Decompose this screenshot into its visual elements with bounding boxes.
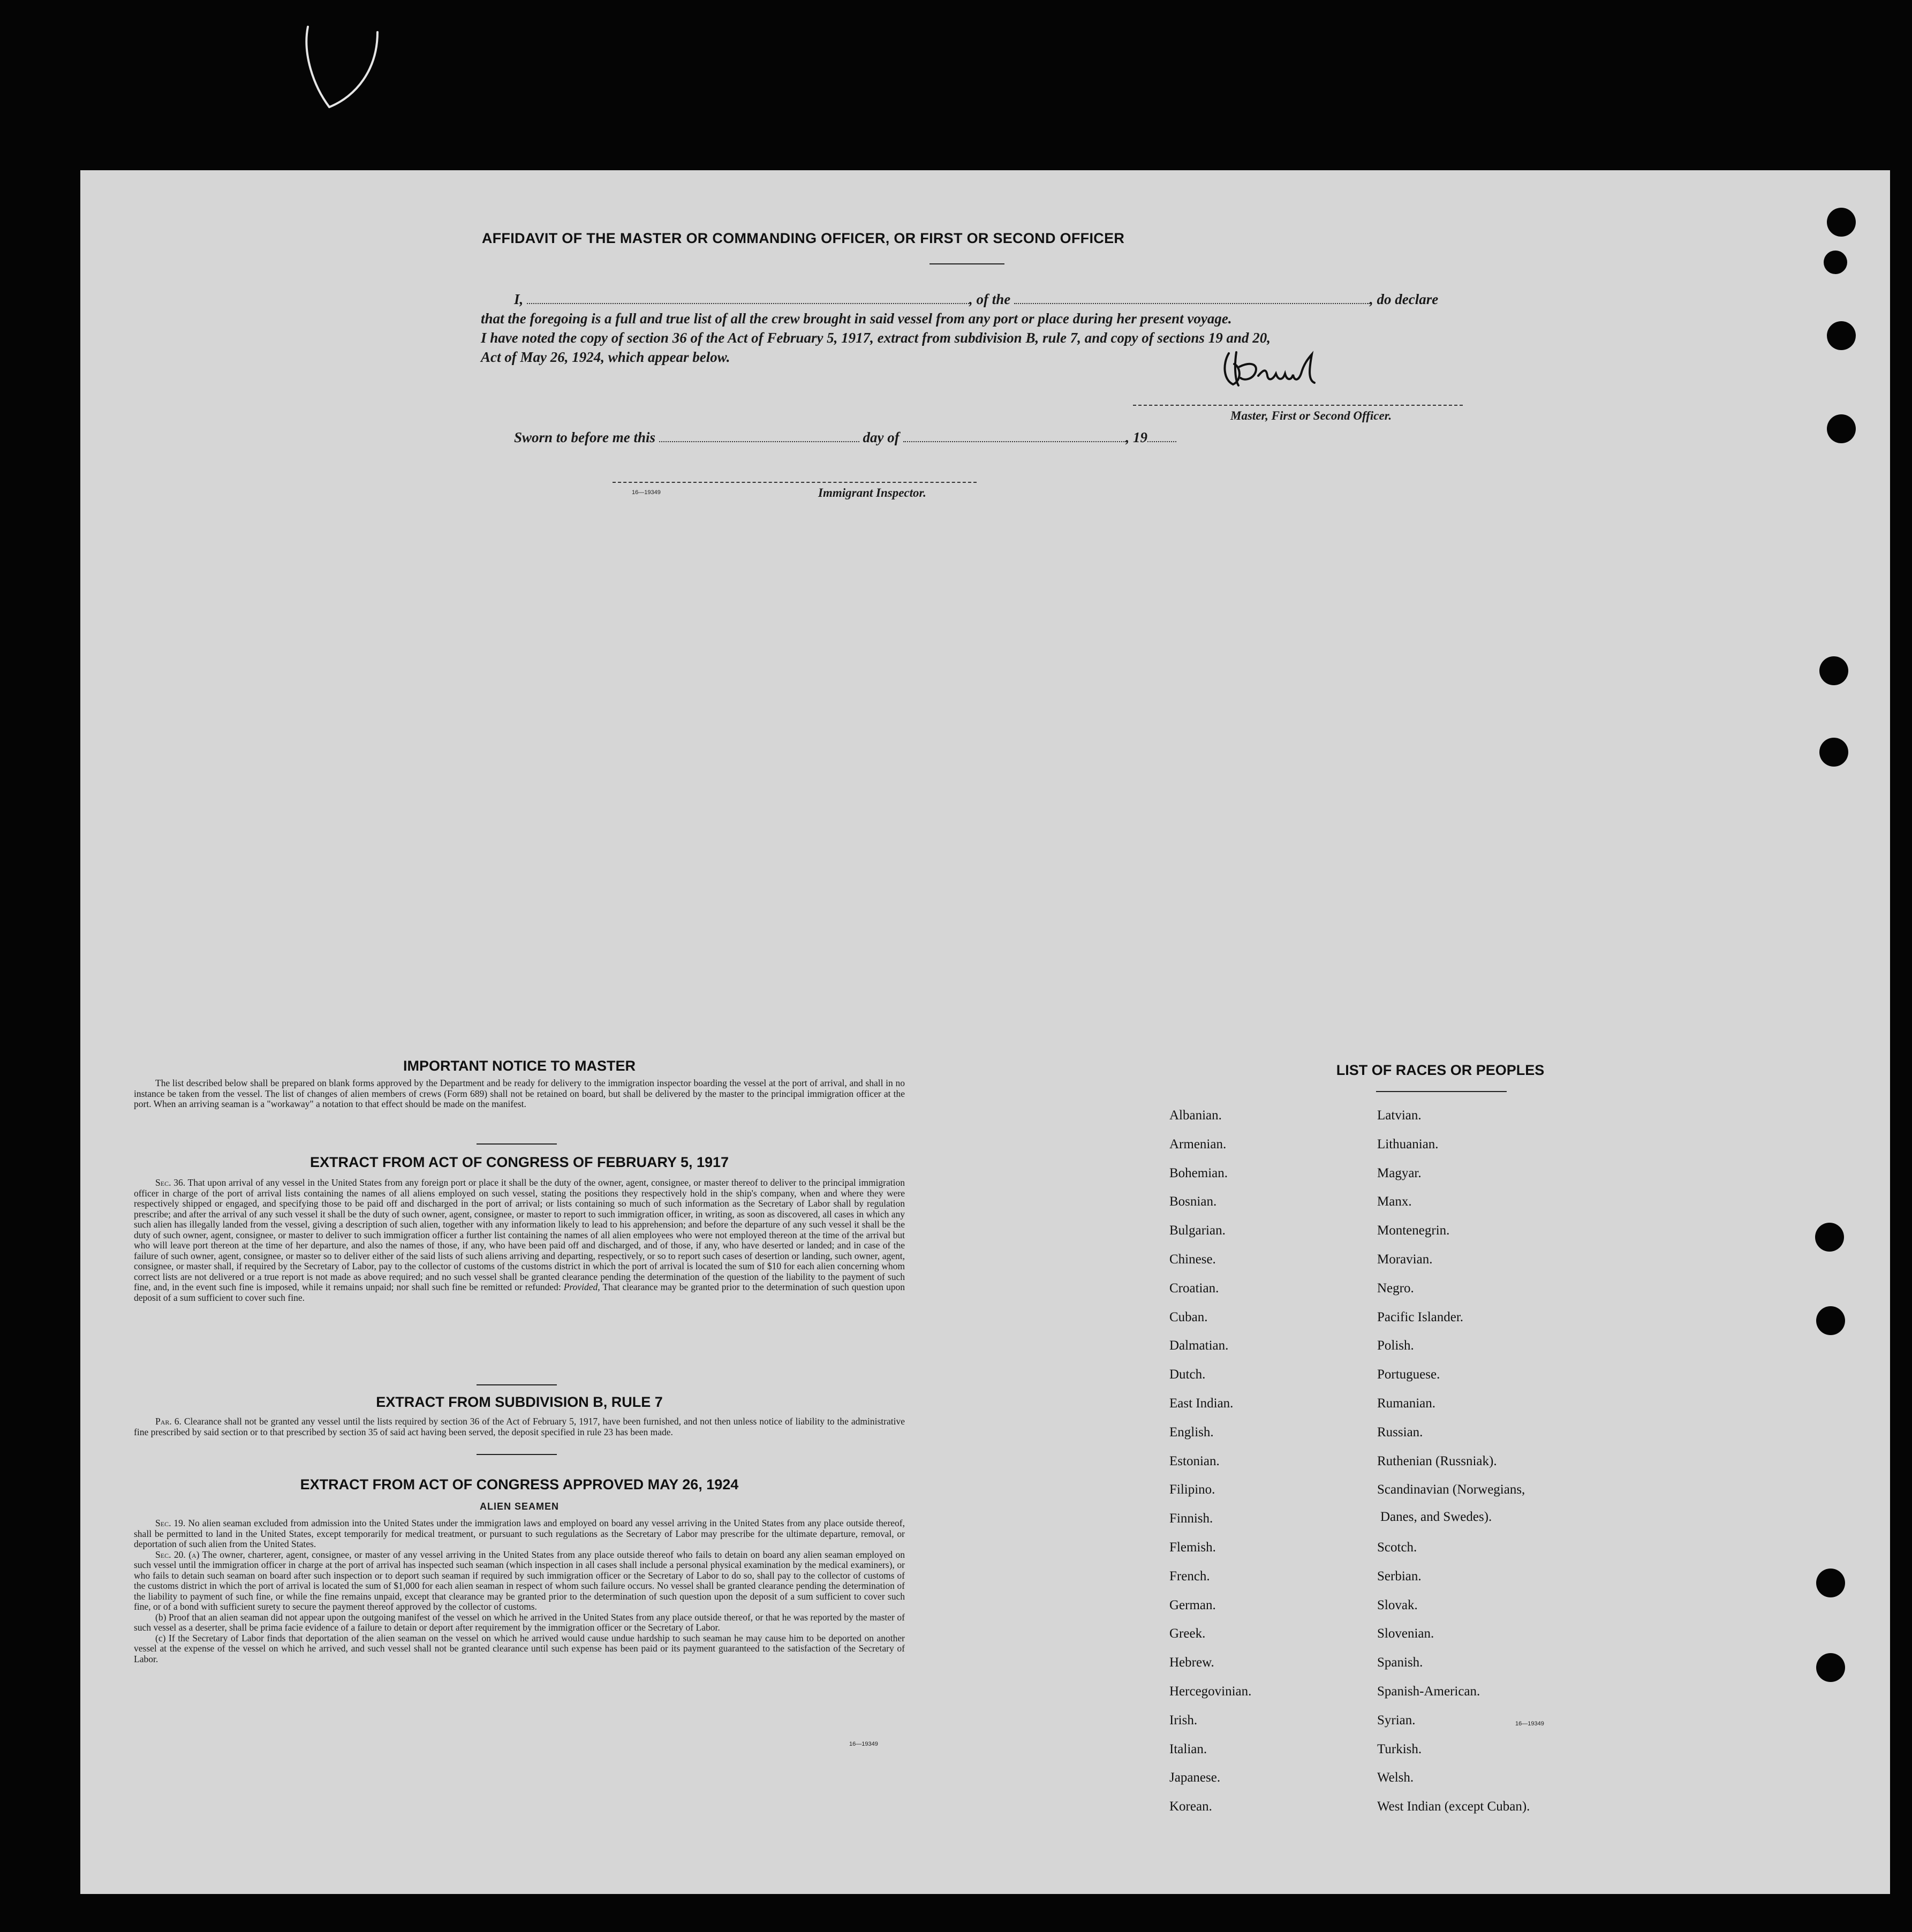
punch-hole xyxy=(1827,414,1856,443)
race-item: Slovak. xyxy=(1377,1597,1418,1612)
affidavit-title: AFFIDAVIT OF THE MASTER OR COMMANDING OFFICER, OR FIRST OR SECOND OFFICER xyxy=(481,230,1125,246)
race-item: Welsh. xyxy=(1377,1770,1414,1785)
punch-hole xyxy=(1816,1569,1845,1597)
inspector-caption: Immigrant Inspector. xyxy=(818,486,926,499)
race-item: Bosnian. xyxy=(1169,1194,1217,1209)
proviso-label: Provided, xyxy=(563,1282,600,1292)
sec20c-label: (c) xyxy=(155,1632,166,1643)
extract-rule7-body xyxy=(134,1416,905,1437)
race-item: Estonian. xyxy=(1169,1453,1220,1468)
punch-hole xyxy=(1819,656,1848,685)
races-title-rule xyxy=(1376,1091,1507,1092)
race-item: Serbian. xyxy=(1377,1569,1422,1584)
affidavit-line3: I have noted the copy of section 36 of the Act of February 5, 1917, extract from subdivision B, rule 7, and copy of sections 19 and 20, xyxy=(481,330,1271,346)
race-item: Montenegrin. xyxy=(1377,1223,1450,1238)
race-item: German. xyxy=(1169,1597,1216,1612)
sworn-year: , 19 xyxy=(1125,429,1148,445)
punch-hole xyxy=(1827,321,1856,350)
extract-1917-rule xyxy=(477,1384,557,1385)
punch-hole xyxy=(1816,1653,1845,1682)
extract-1924-body xyxy=(134,1518,905,1664)
race-scandinavian-line2: Danes, and Swedes). xyxy=(1380,1510,1492,1524)
race-item: West Indian (except Cuban). xyxy=(1377,1799,1530,1814)
sworn-date-blank[interactable] xyxy=(659,429,859,442)
extract-1924-title: EXTRACT FROM ACT OF CONGRESS APPROVED MAY 26, 1924 xyxy=(300,1476,739,1492)
par6-text: Clearance shall not be granted any vessel until the lists required by section 36 of the Act of February 5, 1917, have been furnished, and not then unless notice of liability to the administrative fine prescribed by said section or to that prescribed by section 35 of said act having been served, the deposit specified in rule 23 has been made. xyxy=(134,1416,905,1437)
extract-form-number: 16—19349 xyxy=(849,1741,878,1747)
race-item: Hercegovinian. xyxy=(1169,1684,1252,1699)
race-item: Ruthenian (Russniak). xyxy=(1377,1453,1497,1468)
race-item: Dalmatian. xyxy=(1169,1338,1229,1353)
name-blank[interactable] xyxy=(527,291,969,304)
notice-title: IMPORTANT NOTICE TO MASTER xyxy=(403,1058,636,1074)
race-item: Finnish. xyxy=(1169,1511,1213,1526)
race-item: Syrian. xyxy=(1377,1713,1416,1728)
race-item: Latvian. xyxy=(1377,1108,1422,1123)
sec19-text: No alien seaman excluded from admission into the United States under the immigration laws and employed on board any vessel arriving in the United States from any place outside thereof, shall be permitted to land in the United States, except temporarily for medical treatment, or pursuant to such regulations as the Secretary of Labor may prescribe for the ultimate departure, removal, or deportation of such alien from the United States. xyxy=(134,1518,905,1549)
race-item: Moravian. xyxy=(1377,1252,1433,1267)
sworn-day-of: day of xyxy=(863,429,900,445)
race-item: Magyar. xyxy=(1377,1165,1422,1180)
signature-line xyxy=(1133,405,1463,406)
race-item: Dutch. xyxy=(1169,1367,1206,1382)
pencil-mark xyxy=(297,21,394,123)
affidavit-of-the: , of the xyxy=(969,291,1011,307)
affidavit-line2: that the foregoing is a full and true list of all the crew brought in said vessel from any port or place during her present voyage. xyxy=(481,310,1232,327)
sec20b-text: Proof that an alien seaman did not appear upon the outgoing manifest of the vessel on which he arrived in the United States from any place outside thereof, or that he was reported by the master of such vessel as a deserter, shall be prima facie evidence of a failure to detain or deport after requirement by the immigration officer or the Secretary of Labor. xyxy=(134,1611,905,1633)
extract-1917-body xyxy=(134,1178,905,1303)
race-item: Polish. xyxy=(1377,1338,1414,1353)
proviso-text: That clearance may be granted prior to the determination of such question upon deposit of a sum sufficient to cover such fine. xyxy=(134,1282,905,1303)
punch-hole xyxy=(1827,208,1856,237)
race-item: Croatian. xyxy=(1169,1281,1219,1295)
race-item: Manx. xyxy=(1377,1194,1412,1209)
races-title: LIST OF RACES OR PEOPLES xyxy=(1336,1062,1545,1078)
race-item: Filipino. xyxy=(1169,1482,1215,1497)
affidavit-form-number: 16—19349 xyxy=(632,489,661,496)
race-item: Rumanian. xyxy=(1377,1396,1436,1411)
vessel-blank[interactable] xyxy=(1014,291,1370,304)
punch-hole xyxy=(1816,1306,1845,1335)
race-item: Korean. xyxy=(1169,1799,1212,1814)
race-item: Albanian. xyxy=(1169,1108,1222,1123)
punch-hole xyxy=(1819,738,1848,767)
races-form-number: 16—19349 xyxy=(1515,1721,1544,1727)
punch-hole xyxy=(1824,251,1847,274)
sworn-line xyxy=(514,429,1176,446)
race-item: Slovenian. xyxy=(1377,1626,1434,1641)
race-item: Italian. xyxy=(1169,1741,1207,1756)
race-item: Irish. xyxy=(1169,1713,1198,1728)
race-item: Bohemian. xyxy=(1169,1165,1228,1180)
affidavit-line1 xyxy=(514,291,1569,308)
inspector-line xyxy=(613,482,977,483)
sec19-label: Sec. 19. xyxy=(155,1518,186,1528)
sec20a-paragraph xyxy=(134,1550,905,1612)
race-item: Flemish. xyxy=(1169,1540,1216,1555)
extract-rule7-rule xyxy=(477,1454,557,1455)
sec20a-label: Sec. 20. (a) xyxy=(155,1549,200,1560)
sec36-label: Sec. 36. xyxy=(155,1177,186,1188)
race-item: Bulgarian. xyxy=(1169,1223,1226,1238)
race-item: French. xyxy=(1169,1569,1210,1584)
handwritten-signature xyxy=(1213,343,1336,401)
race-item: Chinese. xyxy=(1169,1252,1216,1267)
affidavit-declare: , do declare xyxy=(1370,291,1439,307)
notice-body: The list described below shall be prepared on blank forms approved by the Department and be ready for delivery to the immigration inspector boarding the vessel at the port of arrival, and shall in no instance be taken from the vessel. The list of changes of alien members of crews (Form 689) shall not be retained on board, but shall be delivered by the master to the principal immigration officer at the port. When an arriving seaman is a "workaway" a notation to that effect should be made on the manifest. xyxy=(134,1078,905,1109)
race-item: Pacific Islander. xyxy=(1377,1309,1464,1324)
race-item: English. xyxy=(1169,1425,1214,1439)
race-item: Turkish. xyxy=(1377,1741,1422,1756)
sec20b-paragraph xyxy=(134,1612,905,1633)
sworn-before: Sworn to before me this xyxy=(514,429,656,445)
sworn-month-blank[interactable] xyxy=(903,429,1126,442)
race-item: Greek. xyxy=(1169,1626,1206,1641)
sec36-text: That upon arrival of any vessel in the United States from any foreign port or place it shall be the duty of the owner, agent, consignee, or master thereof to deliver to the principal immigration officer in charge of the port of arrival lists containing the names of all aliens employed on such vessel, stating the positions they respectively hold in the ship's company, when and where they were respectively shipped or engaged, and specifying those to be paid off and discharged in the port of arrival; or lists containing so much of such information as the Secretary of Labor shall by regulation prescribe; and after the arrival of any such vessel it shall be the duty of such owner, agent, consignee, or master to report to such immigration officer, in writing, as soon as discovered, all cases in which any such alien has illegally landed from the vessel, giving a description of such alien, together with any information likely to lead to his apprehension; and before the departure of any such vessel it shall be the duty of such owner, agent, consignee, or master to deliver to such immigration officer a further list containing the names of all alien employees who were not employed thereon at the time of the arrival but who will leave port thereon at the time of her departure, and also the names of those, if any, who have been paid off and discharged, and of those, if any, who have deserted or landed; and in case of the failure of such owner, agent, consignee, or master so to deliver either of the said lists of such aliens arriving and departing, respectively, or so to report such cases of desertion or landing, such owner, agent, consignee, or master shall, if required by the Secretary of Labor, pay to the collector of customs of the customs district in which the port of arrival is located the sum of $10 for each alien concerning whom correct lists are not delivered or a true report is not made as above required; and no such vessel shall be granted clearance pending the determination of the question of the liability to the payment of such fine, and, in the event such fine is imposed, while it remains unpaid; nor shall such fine be remitted or refunded: xyxy=(134,1177,905,1292)
race-item: Russian. xyxy=(1377,1425,1423,1439)
race-item: East Indian. xyxy=(1169,1396,1234,1411)
race-item: Japanese. xyxy=(1169,1770,1221,1785)
race-item: Cuban. xyxy=(1169,1309,1208,1324)
notice-rule xyxy=(477,1143,557,1145)
sec20c-text: If the Secretary of Labor finds that deportation of the alien seaman on the vessel on which he arrived would cause undue hardship to such seaman he may cause him to be deported on another vessel at the expense of the vessel on which he arrived, and such vessel shall not be granted clearance until such expense has been paid or its payment guaranteed to the satisfaction of the Secretary of Labor. xyxy=(134,1632,905,1664)
race-item: Lithuanian. xyxy=(1377,1137,1439,1151)
sec20b-label: (b) xyxy=(155,1611,167,1623)
par6-label: Par. 6. xyxy=(155,1416,182,1427)
sec20c-paragraph xyxy=(134,1633,905,1665)
punch-hole xyxy=(1815,1223,1844,1252)
race-item: Negro. xyxy=(1377,1281,1414,1295)
race-item: Portuguese. xyxy=(1377,1367,1440,1382)
affidavit-line4: Act of May 26, 1924, which appear below. xyxy=(481,349,730,365)
race-item: Spanish. xyxy=(1377,1655,1423,1670)
alien-seamen-subtitle: ALIEN SEAMEN xyxy=(479,1501,559,1512)
race-item: Scotch. xyxy=(1377,1540,1417,1555)
sec20a-text: The owner, charterer, agent, consignee, or master of any vessel arriving in the United States from any place outside thereof who fails to detain on board any alien seaman employed on such vessel until the immigration officer in charge at the port of arrival has inspected such seaman (which inspection in all cases shall include a personal physical examination by the medical examiners), or who fails to detain such seaman on board after such inspection or to deport such seaman if required by such immigration officer or the Secretary of Labor to do so, shall pay to the collector of customs of the customs district in which the port of arrival is located the sum of $1,000 for each alien seaman in respect of whom such failure occurs. No vessel shall be granted clearance pending the determination of the liability to payment of such fine, or while the fine remains unpaid, except that clearance may be granted prior to the determination of such question upon the deposit of a sum sufficient to cover such fine, or of a bond with sufficient surety to secure the payment thereof approved by the collector of customs. xyxy=(134,1549,905,1612)
form-page xyxy=(80,170,1890,1894)
affidavit-title-rule xyxy=(929,263,1004,264)
affidavit-i: I, xyxy=(514,291,524,307)
race-item: Scandinavian (Norwegians, xyxy=(1377,1482,1525,1497)
race-item: Armenian. xyxy=(1169,1137,1227,1151)
race-item: Hebrew. xyxy=(1169,1655,1214,1670)
sworn-year-blank[interactable] xyxy=(1147,429,1176,442)
signature-caption: Master, First or Second Officer. xyxy=(1230,409,1392,422)
sec19-paragraph xyxy=(134,1518,905,1550)
race-item: Spanish-American. xyxy=(1377,1684,1480,1699)
extract-rule7-title: EXTRACT FROM SUBDIVISION B, RULE 7 xyxy=(376,1394,663,1410)
extract-1917-title: EXTRACT FROM ACT OF CONGRESS OF FEBRUARY 5, 1917 xyxy=(309,1154,729,1170)
